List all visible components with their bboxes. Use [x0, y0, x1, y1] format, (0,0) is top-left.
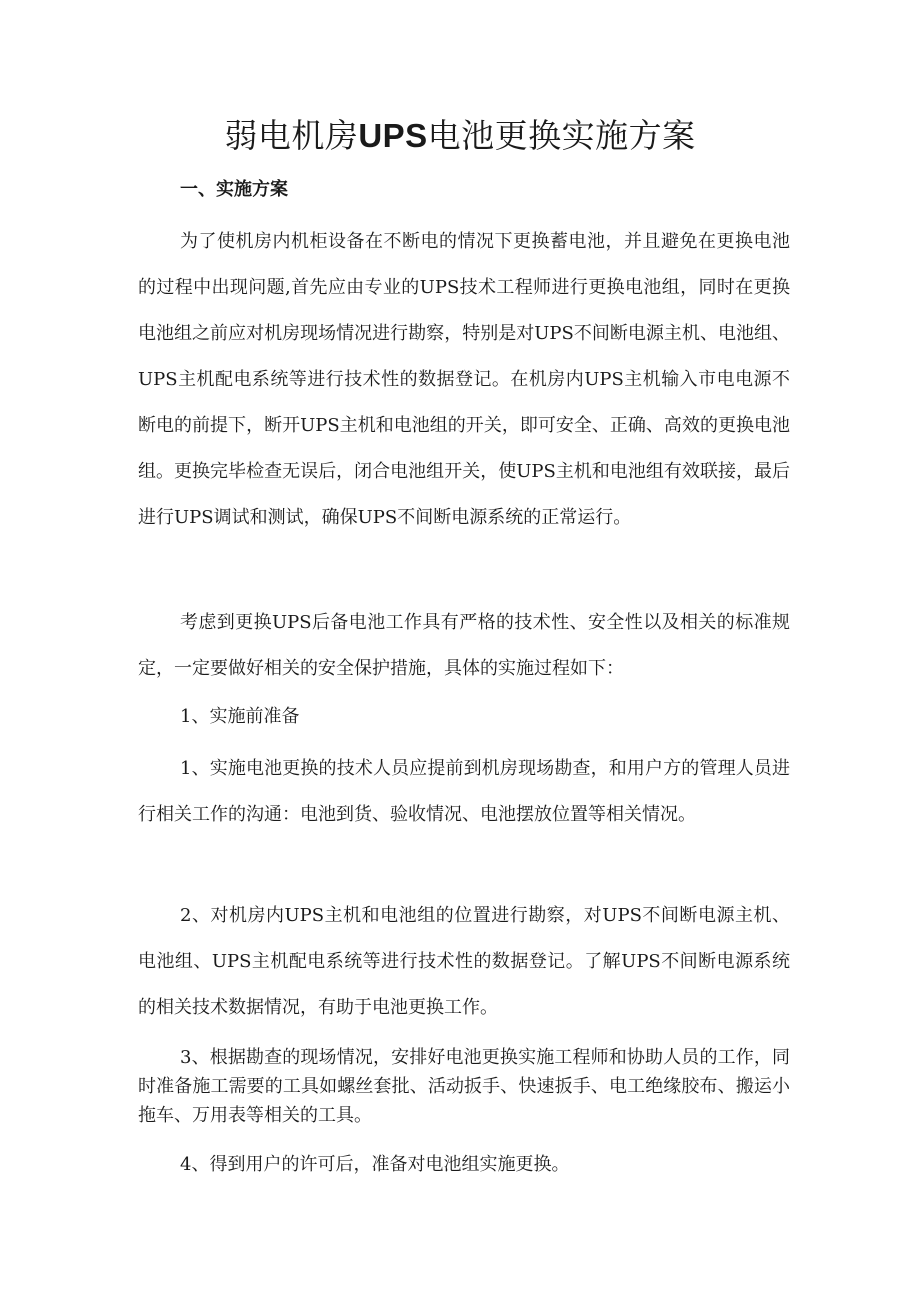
step-4: 4、得到用户的许可后，准备对电池组实施更换。 — [180, 1154, 570, 1175]
title-suffix: 电池更换实施方案 — [427, 116, 696, 155]
step-3: 3、根据勘查的现场情况，安排好电池更换实施工程师和协助人员的工作，同时准备施工需要的工具如螺丝套批、活动扳手、快速扳手、电工绝缘胶布、搬运小拖车、万用表等相关的工具。 — [138, 1047, 790, 1126]
intro-paragraph: 为了使机房内机柜设备在不断电的情况下更换蓄电池，并且避免在更换电池的过程中出现问题,首先应由专业的UPS技术工程师进行更换电池组，同时在更换电池组之前应对机房现场情况进行勘察，特别是对UPS不间断电源主机、电池组、UPS主机配电系统等进行技术性的数据登记。在机房内UPS主机输入市电电源不断电的前提下，断开UPS主机和电池组的开关，即可安全、正确、高效的更换电池组。更换完毕检查无误后，闭合电池组开关，使UPS主机和电池组有效联接，最后进行UPS调试和测试，确保UPS不间断电源系统的正常运行。 — [138, 231, 790, 528]
title-latin: UPS — [358, 117, 428, 154]
sub-heading: 1、实施前准备 — [180, 706, 300, 727]
scope-paragraph: 考虑到更换UPS后备电池工作具有严格的技术性、安全性以及相关的标准规定，一定要做好相关的安全保护措施，具体的实施过程如下： — [138, 612, 790, 679]
section-heading: 一、实施方案 — [180, 179, 288, 200]
step-1: 1、实施电池更换的技术人员应提前到机房现场勘查，和用户方的管理人员进行相关工作的沟通：电池到货、验收情况、电池摆放位置等相关情况。 — [138, 758, 790, 825]
title-prefix: 弱电机房 — [224, 116, 359, 155]
document-title — [0, 113, 920, 159]
step-2: 2、对机房内UPS主机和电池组的位置进行勘察，对UPS不间断电源主机、电池组、UPS主机配电系统等进行技术性的数据登记。了解UPS不间断电源系统的相关技术数据情况，有助于电池更换工作。 — [138, 905, 790, 1018]
